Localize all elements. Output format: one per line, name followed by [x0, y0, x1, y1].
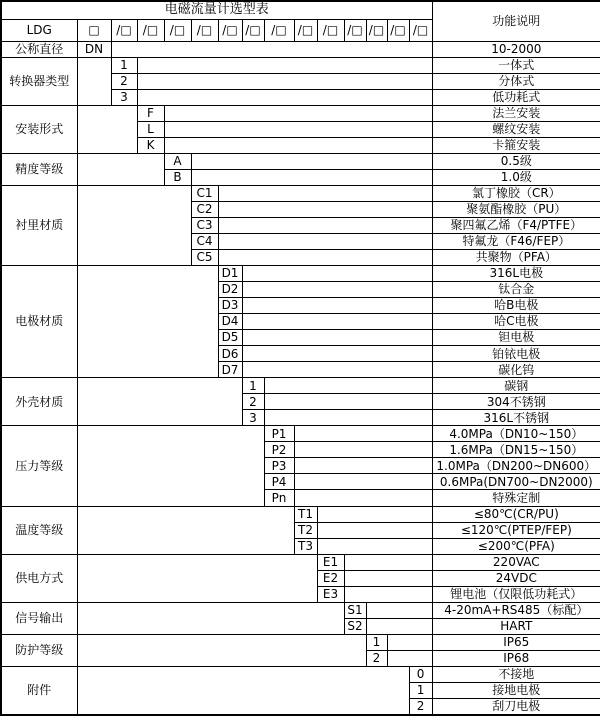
code-cell: L [137, 121, 164, 137]
desc-cell: 碳钢 [432, 378, 600, 394]
spacer-cell [137, 89, 432, 105]
code-cell: C1 [191, 185, 218, 201]
code-cell: 1 [409, 682, 432, 698]
desc-cell: 0.6MPa(DN700~DN2000) [432, 474, 600, 490]
code-cell: E1 [317, 554, 344, 570]
slot-box-cell: /□ [409, 19, 432, 41]
code-cell: D1 [218, 266, 242, 282]
code-cell: 3 [242, 410, 264, 426]
slot-box-cell: /□ [191, 19, 218, 41]
spacer-cell [264, 394, 432, 410]
spacer-cell [344, 554, 432, 570]
group-label-pressure-rating: 压力等级 [1, 426, 77, 506]
desc-cell: 共聚物（PFA） [432, 250, 600, 266]
group-label-installation-type: 安装形式 [1, 105, 77, 153]
code-cell: 1 [242, 378, 264, 394]
desc-cell: 分体式 [432, 73, 600, 89]
group-label-converter-type: 转换器类型 [1, 57, 77, 105]
group-label-temperature-rating: 温度等级 [1, 506, 77, 554]
code-cell: DN [77, 41, 111, 57]
desc-cell: 24VDC [432, 570, 600, 586]
spacer-cell [77, 266, 218, 378]
code-cell: C4 [191, 233, 218, 249]
code-cell: 0 [409, 666, 432, 682]
desc-cell: ≤80℃(CR/PU) [432, 506, 600, 522]
desc-cell: ≤200℃(PFA) [432, 538, 600, 554]
model-box-cell: □ [77, 19, 111, 41]
desc-cell: 碳化钨 [432, 362, 600, 378]
desc-cell: 哈C电极 [432, 314, 600, 330]
desc-cell: 10-2000 [432, 41, 600, 57]
desc-cell: 哈B电极 [432, 298, 600, 314]
desc-cell: HART [432, 618, 600, 634]
code-cell: P2 [264, 442, 294, 458]
slot-box-cell: /□ [111, 19, 137, 41]
spacer-cell [77, 105, 137, 153]
desc-cell: 锂电池（仅限低功耗式） [432, 586, 600, 602]
spacer-cell [137, 73, 432, 89]
slot-box-cell: /□ [387, 19, 409, 41]
desc-cell: 1.0级 [432, 169, 600, 185]
code-cell: 2 [366, 650, 387, 666]
group-label-nominal-diameter: 公称直径 [1, 41, 77, 57]
spacer-cell [164, 105, 432, 121]
desc-cell: 316L不锈钢 [432, 410, 600, 426]
code-cell: 1 [366, 634, 387, 650]
code-cell: 1 [111, 57, 137, 73]
spacer-cell [77, 378, 242, 426]
spacer-cell [366, 602, 432, 618]
spacer-cell [77, 506, 294, 554]
group-label-lining-material: 衬里材质 [1, 185, 77, 265]
slot-box-cell: /□ [164, 19, 191, 41]
spacer-cell [77, 426, 264, 506]
spacer-cell [77, 185, 191, 265]
spacer-cell [164, 121, 432, 137]
slot-box-cell: /□ [344, 19, 366, 41]
code-cell: D2 [218, 282, 242, 298]
group-label-signal-output: 信号输出 [1, 602, 77, 634]
code-cell: S2 [344, 618, 366, 634]
spacer-cell [218, 250, 432, 266]
desc-cell: IP65 [432, 634, 600, 650]
desc-cell: 304不锈钢 [432, 394, 600, 410]
slot-box-cell: /□ [366, 19, 387, 41]
spacer-cell [137, 57, 432, 73]
desc-cell: 钛合金 [432, 282, 600, 298]
code-cell: D6 [218, 346, 242, 362]
desc-cell: 一体式 [432, 57, 600, 73]
code-cell: T3 [294, 538, 317, 554]
spacer-cell [294, 458, 432, 474]
spacer-cell [264, 410, 432, 426]
code-cell: K [137, 137, 164, 153]
code-cell: T1 [294, 506, 317, 522]
code-cell: 2 [111, 73, 137, 89]
code-cell: C3 [191, 217, 218, 233]
desc-cell: 法兰安装 [432, 105, 600, 121]
code-cell: P3 [264, 458, 294, 474]
spacer-cell [387, 650, 432, 666]
desc-cell: 接地电极 [432, 682, 600, 698]
spacer-cell [164, 137, 432, 153]
desc-cell: 聚氨酯橡胶（PU） [432, 201, 600, 217]
code-cell: 2 [242, 394, 264, 410]
desc-cell: 卡箍安装 [432, 137, 600, 153]
code-cell: Pn [264, 490, 294, 506]
spacer-cell [294, 442, 432, 458]
code-cell: B [164, 169, 191, 185]
desc-cell: 220VAC [432, 554, 600, 570]
spacer-cell [242, 330, 432, 346]
spacer-cell [264, 378, 432, 394]
desc-cell: 螺纹安装 [432, 121, 600, 137]
model-prefix-cell: LDG [1, 19, 77, 41]
desc-cell: 0.5级 [432, 153, 600, 169]
code-cell: 3 [111, 89, 137, 105]
code-cell: E2 [317, 570, 344, 586]
code-cell: S1 [344, 602, 366, 618]
desc-cell: 低功耗式 [432, 89, 600, 105]
desc-cell: 特氟龙（F46/FEP） [432, 233, 600, 249]
group-label-protection-rating: 防护等级 [1, 634, 77, 666]
spacer-cell [387, 634, 432, 650]
code-cell: P4 [264, 474, 294, 490]
spacer-cell [366, 618, 432, 634]
spacer-cell [218, 201, 432, 217]
spacer-cell [242, 362, 432, 378]
code-cell: D5 [218, 330, 242, 346]
desc-cell: 1.6MPa（DN15~150） [432, 442, 600, 458]
slot-box-cell: /□ [137, 19, 164, 41]
spacer-cell [77, 554, 317, 602]
code-cell: P1 [264, 426, 294, 442]
code-cell: D3 [218, 298, 242, 314]
code-cell: A [164, 153, 191, 169]
slot-box-cell: /□ [264, 19, 294, 41]
spacer-cell [317, 522, 432, 538]
slot-box-cell: /□ [242, 19, 264, 41]
spacer-cell [242, 298, 432, 314]
desc-cell: 1.0MPa（DN200~DN600） [432, 458, 600, 474]
code-cell: D4 [218, 314, 242, 330]
desc-cell: 4-20mA+RS485（标配） [432, 602, 600, 618]
desc-cell: 聚四氟乙烯（F4/PTFE） [432, 217, 600, 233]
code-cell: E3 [317, 586, 344, 602]
slot-box-cell: /□ [294, 19, 317, 41]
desc-cell: 不接地 [432, 666, 600, 682]
spacer-cell [344, 586, 432, 602]
table-title: 电磁流量计选型表 [1, 1, 432, 19]
group-label-power-supply: 供电方式 [1, 554, 77, 602]
spacer-cell [218, 185, 432, 201]
spacer-cell [344, 570, 432, 586]
code-cell: C2 [191, 201, 218, 217]
spacer-cell [294, 426, 432, 442]
code-cell: C5 [191, 250, 218, 266]
slot-box-cell: /□ [317, 19, 344, 41]
desc-cell: IP68 [432, 650, 600, 666]
spacer-cell [111, 41, 432, 57]
spacer-cell [242, 346, 432, 362]
code-cell: D7 [218, 362, 242, 378]
group-label-accessories: 附件 [1, 666, 77, 715]
group-label-accuracy-class: 精度等级 [1, 153, 77, 185]
spacer-cell [191, 153, 432, 169]
desc-cell: 钽电极 [432, 330, 600, 346]
spacer-cell [294, 490, 432, 506]
slot-box-cell: /□ [218, 19, 242, 41]
desc-cell: 刮刀电极 [432, 698, 600, 715]
desc-cell: 铂铱电极 [432, 346, 600, 362]
desc-cell: 316L电极 [432, 266, 600, 282]
function-column-header: 功能说明 [432, 1, 600, 41]
group-label-housing-material: 外壳材质 [1, 378, 77, 426]
spacer-cell [77, 666, 409, 715]
spacer-cell [191, 169, 432, 185]
spacer-cell [218, 233, 432, 249]
spacer-cell [242, 282, 432, 298]
code-cell: T2 [294, 522, 317, 538]
spacer-cell [77, 57, 111, 105]
spacer-cell [242, 266, 432, 282]
desc-cell: 4.0MPa（DN10~150） [432, 426, 600, 442]
desc-cell: 特殊定制 [432, 490, 600, 506]
spacer-cell [242, 314, 432, 330]
desc-cell: 氯丁橡胶（CR） [432, 185, 600, 201]
spacer-cell [294, 474, 432, 490]
code-cell: 2 [409, 698, 432, 715]
code-cell: F [137, 105, 164, 121]
spacer-cell [77, 153, 164, 185]
spacer-cell [77, 634, 366, 666]
spacer-cell [317, 506, 432, 522]
desc-cell: ≤120℃(PTEP/FEP) [432, 522, 600, 538]
spacer-cell [317, 538, 432, 554]
group-label-electrode-material: 电极材质 [1, 266, 77, 378]
spacer-cell [77, 602, 344, 634]
spacer-cell [218, 217, 432, 233]
